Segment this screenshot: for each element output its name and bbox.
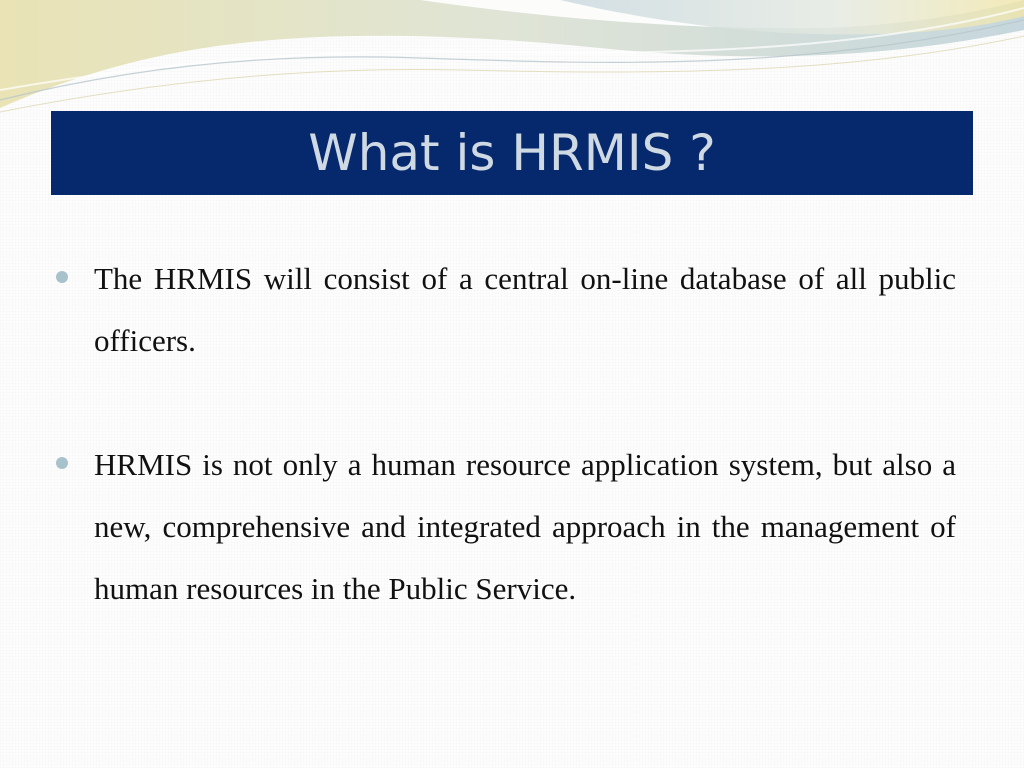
bullet-dot-icon (56, 271, 68, 283)
decorative-waves (0, 0, 1024, 120)
slide-title: What is HRMIS ? (308, 124, 716, 182)
bullet-text: HRMIS is not only a human resource application system, but also a new, comprehensive and integrated approach in the management of human resources in the Public Service. (94, 447, 956, 606)
title-bar (51, 111, 973, 195)
bullet-item (56, 248, 956, 372)
bullet-item (56, 434, 956, 620)
bullet-list (56, 248, 956, 682)
bullet-dot-icon (56, 457, 68, 469)
bullet-text: The HRMIS will consist of a central on-line database of all public officers. (94, 261, 956, 358)
